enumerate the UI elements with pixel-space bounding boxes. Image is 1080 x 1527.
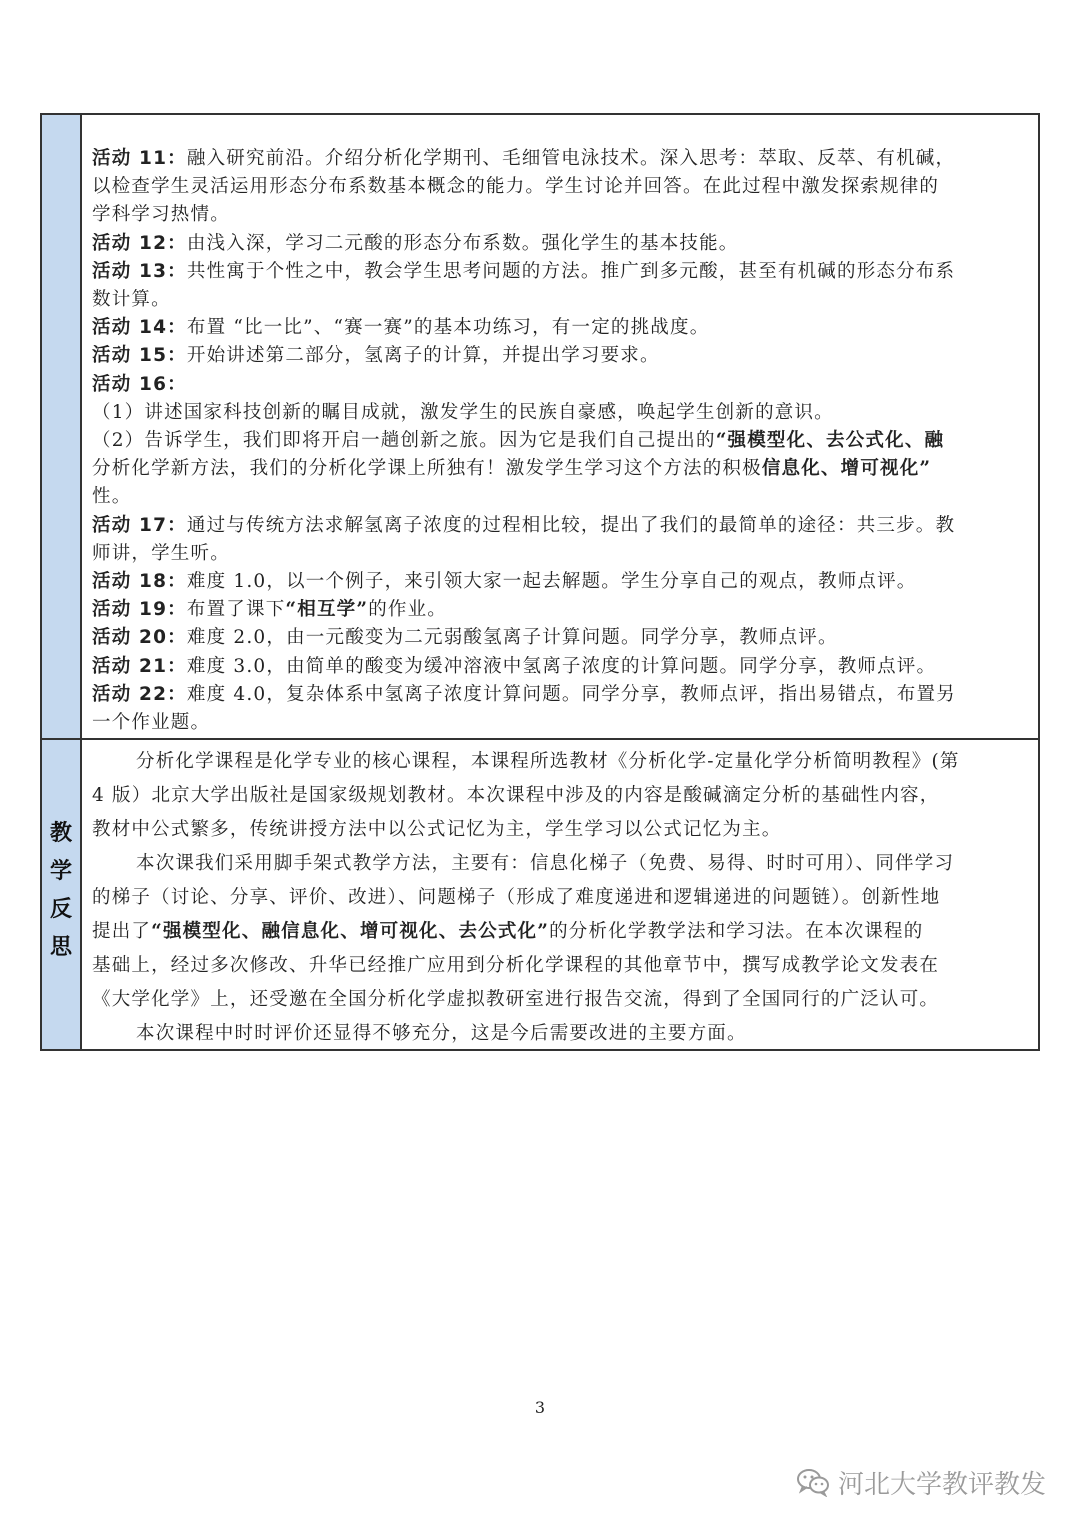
line-text: 难度 4.0，复杂体系中氢离子浓度计算问题。同学分享，教师点评，指出易错点，布置另 <box>186 683 956 705</box>
text-line <box>92 568 1028 596</box>
section-label-char: 学 <box>49 859 72 884</box>
line-text: （1）讲述国家科技创新的瞩目成就，激发学生的民族自豪感，唤起学生创新的意识。 <box>92 401 834 423</box>
activity-label: 活动 17： <box>92 514 187 536</box>
line-text: 共性寓于个性之中，教会学生思考问题的方法。推广到多元酸，甚至有机碱的形态分布系 <box>186 260 956 282</box>
text-line <box>92 881 1028 915</box>
text-line <box>92 427 1028 455</box>
line-text: 《大学化学》上，还受邀在全国分析化学虚拟教研室进行报告交流，得到了全国同行的广泛认可。 <box>92 989 940 1010</box>
activity-label: 活动 21： <box>92 655 187 677</box>
text-line <box>92 653 1028 681</box>
line-text: 开始讲述第二部分，氢离子的计算，并提出学习要求。 <box>186 345 660 367</box>
activity-label: 活动 13： <box>92 260 187 282</box>
activity-label: 活动 18： <box>92 571 187 593</box>
section-label-char: 反 <box>49 897 72 922</box>
line-text: 的梯子（讨论、分享、评价、改进）、问题梯子（形成了难度递进和逻辑递进的问题链）。创新性地 <box>92 887 941 908</box>
content-table <box>40 113 1040 1051</box>
activities-cell <box>92 145 1028 737</box>
line-text: 通过与传统方法求解氢离子浓度的过程相比较，提出了我们的最简单的途径：共三步。教 <box>186 514 956 536</box>
line-text: 师讲，学生听。 <box>92 542 230 564</box>
text-line <box>92 624 1028 652</box>
line-text: 基础上，经过多次修改、升华已经推广应用到分析化学课程的其他章节中，撰写成教学论文发表在 <box>92 955 940 976</box>
text-line <box>92 512 1028 540</box>
text-line <box>92 681 1028 709</box>
activity-label: 活动 11： <box>92 148 187 169</box>
line-text: 难度 1.0，以一个例子，来引领大家一起去解题。学生分享自己的观点，教师点评。 <box>186 571 917 593</box>
text-line <box>92 145 1028 173</box>
text-line <box>92 314 1028 342</box>
emphasis-text: “强模型化、去公式化、融 <box>715 430 945 452</box>
activity-label: 活动 19： <box>92 599 187 621</box>
text-line <box>92 230 1028 258</box>
line-text: 提出了 <box>92 921 152 942</box>
line-text: 分析化学课程是化学专业的核心课程，本课程所选教材《分析化学-定量化学分析简明教程》(第 <box>136 751 960 772</box>
section-label-char: 教 <box>49 821 72 846</box>
line-text: 数计算。 <box>92 289 171 311</box>
text-line <box>92 483 1028 511</box>
emphasis-text: “强模型化、融信息化、增可视化、去公式化” <box>151 921 550 942</box>
text-line <box>92 847 1028 881</box>
line-text: 4 版）北京大学出版社是国家级规划教材。本次课程中涉及的内容是酸碱滴定分析的基础性内容， <box>92 785 940 806</box>
text-line <box>92 983 1028 1017</box>
emphasis-text: “相互学” <box>285 599 369 621</box>
line-text: 教材中公式繁多，传统讲授方法中以公式记忆为主，学生学习以公式记忆为主。 <box>92 819 782 840</box>
line-text: 的作业。 <box>368 599 448 621</box>
activity-label: 活动 12： <box>92 232 187 254</box>
text-line <box>92 371 1028 399</box>
row-divider <box>42 738 1038 740</box>
line-text: 学科学习热情。 <box>92 204 230 226</box>
text-line <box>92 596 1028 624</box>
line-text: 难度 2.0，由一元酸变为二元弱酸氢离子计算问题。同学分享，教师点评。 <box>186 627 838 649</box>
text-line <box>92 779 1028 813</box>
line-text: 性。 <box>92 486 132 508</box>
section-label-teaching-reflection <box>42 815 80 967</box>
reflection-cell <box>92 745 1028 1051</box>
text-line <box>92 399 1028 427</box>
line-text: 难度 3.0，由简单的酸变为缓冲溶液中氢离子浓度的计算问题。同学分享，教师点评。 <box>186 655 937 677</box>
watermark-text: 河北大学教评教发 <box>837 1469 1046 1500</box>
text-line <box>92 286 1028 314</box>
emphasis-text: 信息化、增可视化” <box>761 458 932 480</box>
line-text: 本次课程中时时评价还显得不够充分，这是今后需要改进的主要方面。 <box>136 1023 747 1044</box>
activity-label: 活动 20： <box>92 627 187 649</box>
activity-label: 活动 16： <box>92 373 187 395</box>
line-text: 布置了课下 <box>186 599 286 621</box>
activity-label: 活动 15： <box>92 345 187 367</box>
activity-label: 活动 22： <box>92 683 187 705</box>
text-line <box>92 915 1028 949</box>
line-text: 一个作业题。 <box>92 712 211 734</box>
line-text: （2）告诉学生，我们即将开启一趟创新之旅。因为它是我们自己提出的 <box>92 430 716 452</box>
line-text: 融入研究前沿。介绍分析化学期刊、毛细管电泳技术。深入思考：萃取、反萃、有机碱， <box>186 148 956 169</box>
text-line <box>92 201 1028 229</box>
watermark <box>796 1462 1046 1502</box>
text-line <box>92 1017 1028 1051</box>
line-text: 由浅入深，学习二元酸的形态分布系数。强化学生的基本技能。 <box>186 232 739 254</box>
line-text: 布置 “比一比”、“赛一赛”的基本功练习，有一定的挑战度。 <box>186 317 710 339</box>
line-text: 的分析化学教学法和学习法。在本次课程的 <box>549 921 924 942</box>
text-line <box>92 342 1028 370</box>
line-text: 以检查学生灵活运用形态分布系数基本概念的能力。学生讨论并回答。在此过程中激发探索规律的 <box>92 176 940 198</box>
text-line <box>92 813 1028 847</box>
activity-label: 活动 14： <box>92 317 187 339</box>
line-text: 分析化学新方法，我们的分析化学课上所独有！激发学生学习这个方法的积极 <box>92 458 762 480</box>
page-number: 3 <box>534 1398 546 1417</box>
wechat-icon <box>796 1467 830 1497</box>
section-label-char: 思 <box>49 935 72 960</box>
text-line <box>92 173 1028 201</box>
line-text: 本次课我们采用脚手架式教学方法，主要有：信息化梯子（免费、易得、时时可用）、同伴学习 <box>136 853 955 874</box>
text-line <box>92 745 1028 779</box>
text-line <box>92 455 1028 483</box>
text-line <box>92 949 1028 983</box>
text-line <box>92 540 1028 568</box>
text-line <box>92 258 1028 286</box>
text-line <box>92 709 1028 737</box>
